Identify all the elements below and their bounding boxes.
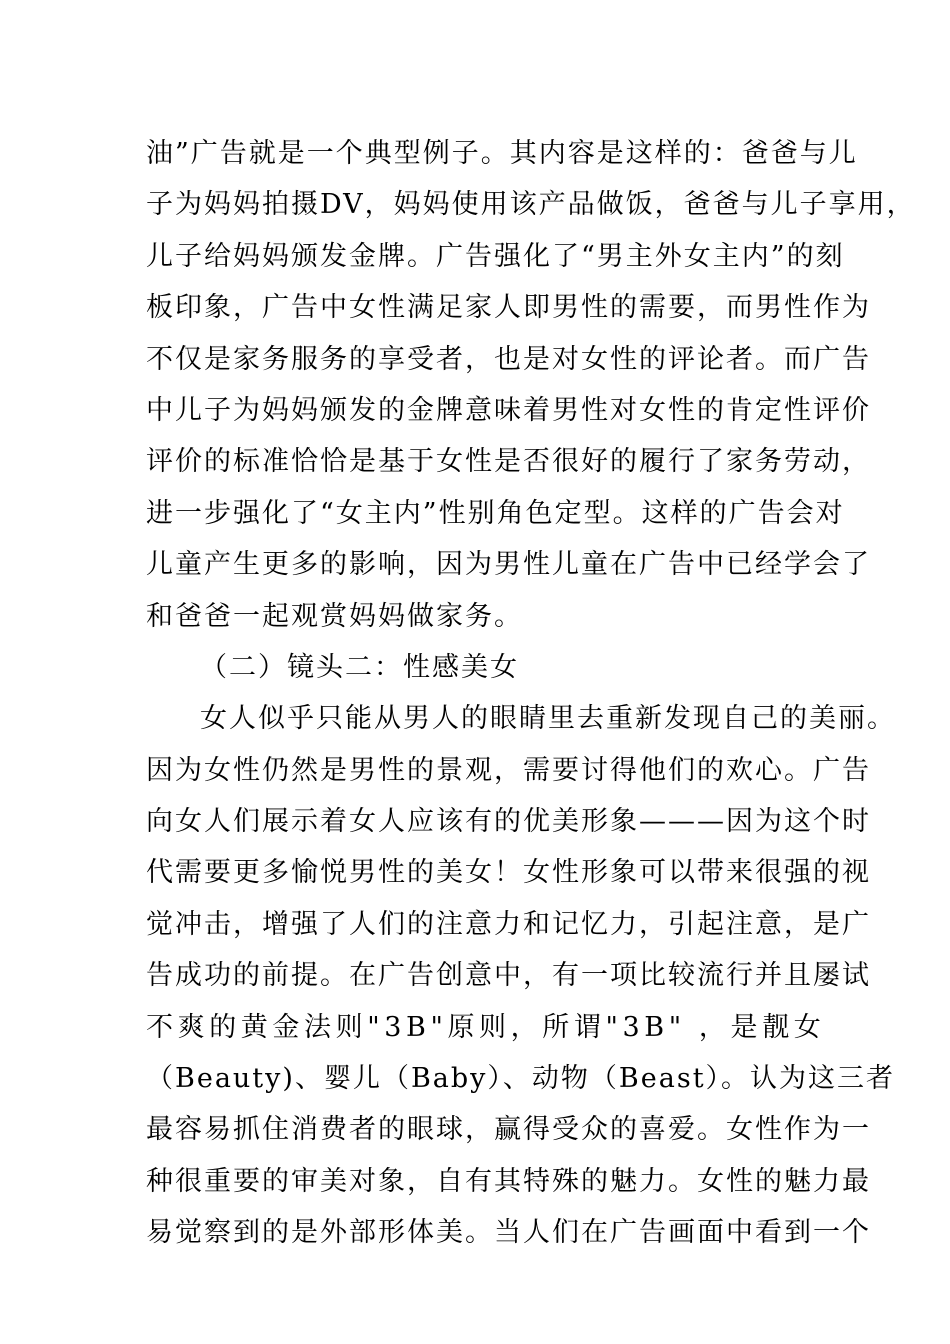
paragraph-line: 代需要更多愉悦男性的美女！女性形象可以带来很强的视 — [146, 857, 871, 889]
paragraph-line: 评价的标准恰恰是基于女性是否很好的履行了家务劳动， — [146, 446, 871, 478]
paragraph-line: 种很重要的审美对象，自有其特殊的魅力。女性的魅力最 — [146, 1165, 871, 1197]
body-text — [146, 128, 916, 1259]
paragraph-line: 油”广告就是一个典型例子。其内容是这样的：爸爸与儿 — [146, 138, 858, 169]
section-heading: （二）镜头二：性感美女 — [200, 651, 519, 683]
paragraph-line: 子为妈妈拍摄DV，妈妈使用该产品做饭，爸爸与儿子享用， — [146, 189, 916, 221]
paragraph-line: 不仅是家务服务的享受者，也是对女性的评论者。而广告 — [146, 343, 871, 375]
paragraph-line: 中儿子为妈妈颁发的金牌意味着男性对女性的肯定性评价 — [146, 394, 871, 426]
paragraph-line: 女人似乎只能从男人的眼睛里去重新发现自己的美丽。 — [200, 703, 896, 735]
paragraph-line: 因为女性仍然是男性的景观，需要讨得他们的欢心。广告 — [146, 754, 871, 786]
paragraph-line: （Beauty)、婴儿（Baby）、动物（Beast）。认为这三者 — [146, 1063, 896, 1095]
paragraph-line: 最容易抓住消费者的眼球，赢得受众的喜爱。女性作为一 — [146, 1114, 871, 1146]
paragraph-line: 告成功的前提。在广告创意中，有一项比较流行并且屡试 — [146, 960, 871, 992]
paragraph-line: 向女人们展示着女人应该有的优美形象———因为这个时 — [146, 806, 871, 838]
paragraph-line: 板印象，广告中女性满足家人即男性的需要，而男性作为 — [146, 292, 871, 324]
paragraph-line: 觉冲击，增强了人们的注意力和记忆力，引起注意，是广 — [146, 908, 871, 940]
paragraph-line: 儿童产生更多的影响，因为男性儿童在广告中已经学会了 — [146, 549, 871, 581]
paragraph-line: 和爸爸一起观赏妈妈做家务。 — [146, 600, 523, 632]
paragraph-line: 儿子给妈妈颁发金牌。广告强化了“男主外女主内”的刻 — [146, 240, 845, 272]
paragraph-line: 易觉察到的是外部形体美。当人们在广告画面中看到一个 — [146, 1217, 871, 1249]
paragraph-line: 不爽的黄金法则"3B"原则，所谓"3B" ，是靓女 — [146, 1011, 826, 1043]
paragraph-line: 进一步强化了“女主内”性别角色定型。这样的广告会对 — [146, 497, 845, 529]
